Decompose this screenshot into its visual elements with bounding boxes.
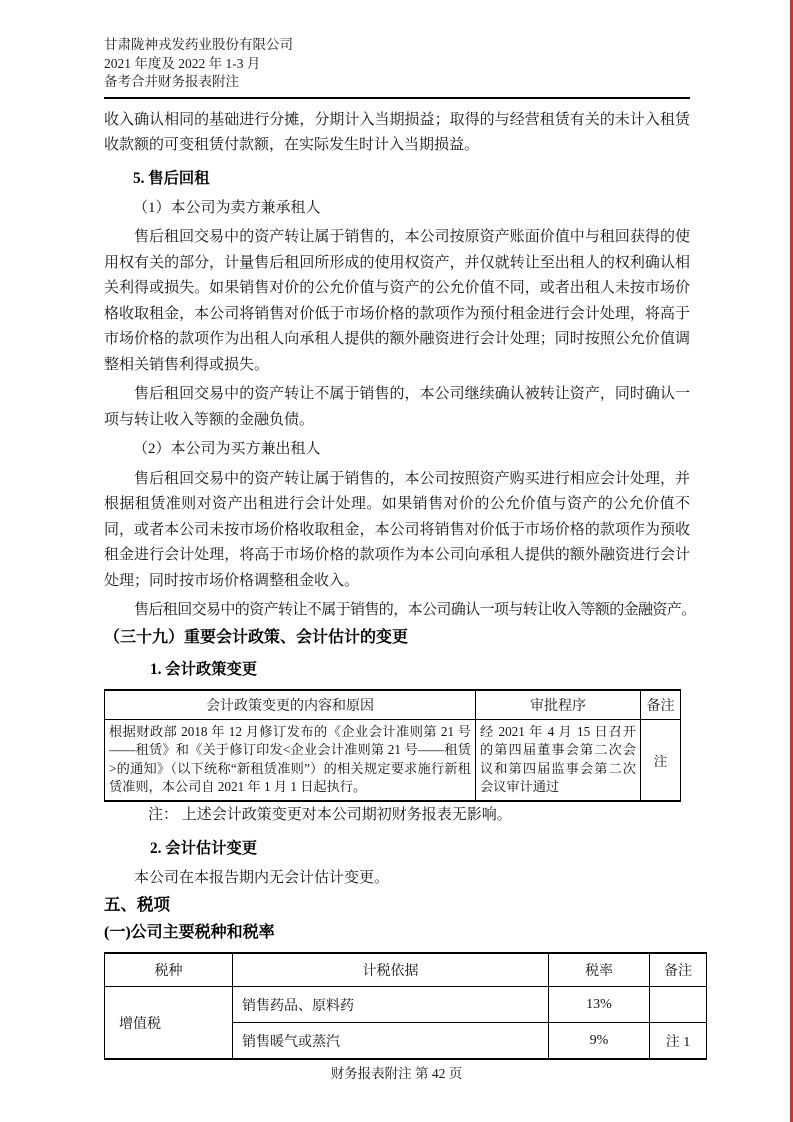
cell-tax-rate: 13% — [549, 987, 650, 1023]
cell-tax-basis: 销售药品、原料药 — [233, 987, 549, 1023]
subheading-seller-lessee: （1）本公司为卖方兼承租人 — [133, 199, 321, 216]
header-divider — [104, 97, 690, 99]
heading-policy-change: 1. 会计政策变更 — [150, 660, 258, 678]
table-row — [105, 987, 707, 1023]
table-header-row — [105, 690, 681, 720]
cell-tax-basis: 销售暖气或蒸汽 — [233, 1023, 549, 1060]
cell-tax-remark — [650, 987, 707, 1023]
cell-remark: 注 — [641, 719, 681, 801]
heading-estimate-change: 2. 会计估计变更 — [150, 839, 258, 857]
policy-change-table — [104, 689, 681, 802]
header-cell-tax-rate: 税率 — [549, 953, 650, 987]
header-cell-tax-remark: 备注 — [650, 953, 707, 987]
cell-tax-remark: 注 1 — [650, 1023, 707, 1060]
page-footer: 财务报表附注 第 42 页 — [330, 1066, 463, 1081]
heading-tax-section: 五、税项 — [104, 895, 170, 914]
heading-tax-types: (一)公司主要税种和税率 — [104, 924, 275, 941]
cell-tax-rate: 9% — [549, 1023, 650, 1060]
subheading-buyer-lessor: （2）本公司为买方兼出租人 — [133, 441, 321, 457]
page-content — [104, 36, 696, 1060]
header-cell-tax-type: 税种 — [105, 953, 233, 987]
cell-policy-content: 根据财政部 2018 年 12 月修订发布的《企业会计准则第 21 号——租赁》和《关于修订印发<企业会计准则第 21 号——租赁>的通知》（以下统称“新租赁准则”）的相关规定要求施行新租赁准则，本公司自 2021 年 1 月 1 日起执行。 — [105, 719, 476, 801]
cell-tax-type: 增值税 — [105, 987, 233, 1060]
paragraph-seller-lessee-2: 售后租回交易中的资产转让不属于销售的，本公司继续确认被转让资产，同时确认一项与转让收入等额的金融负债。 — [104, 386, 690, 428]
doc-header — [104, 36, 690, 99]
header-cell-content: 会计政策变更的内容和原因 — [105, 690, 476, 720]
header-cell-approval: 审批程序 — [476, 690, 641, 720]
paragraph-seller-lessee-1: 售后租回交易中的资产转让属于销售的，本公司按原资产账面价值中与租回获得的使用权有关的部分，计量售后租回所形成的使用权资产，并仅就转让至出租人的权利确认相关利得或损失。如果销售对价的公允价值与资产的公允价值不同，或者出租人未按市场价格收取租金，本公司将销售对价低于市场价格的款项作为预付租金进行会计处理，将高于市场价格的款项作为出租人向承租人提供的额外融资进行会计处理；同时按照公允价值调整相关销售利得或损失。 — [104, 229, 690, 373]
tax-rate-table — [104, 952, 707, 1060]
policy-change-note: 注： 上述会计政策变更对本公司期初财务报表无影响。 — [148, 806, 512, 823]
paragraph-buyer-lessor-2: 售后租回交易中的资产转让不属于销售的，本公司确认一项与转让收入等额的金融资产。 — [134, 602, 696, 618]
doc-title: 备考合并财务报表附注 — [104, 74, 239, 89]
paragraph-buyer-lessor-1: 售后租回交易中的资产转让属于销售的，本公司按照资产购买进行相应会计处理，并根据租赁准则对资产出租进行会计处理。如果销售对价的公允价值与资产的公允价值不同，或者本公司未按市场价格收取租金，本公司将销售对价低于市场价格的款项作为预收租金进行会计处理，将高于市场价格的款项作为本公司向承租人提供的额外融资进行会计处理；同时按市场价格调整租金收入。 — [104, 470, 690, 589]
company-name: 甘肃陇神戎发药业股份有限公司 — [104, 37, 293, 52]
cell-approval-procedure: 经 2021 年 4 月 15 日召开的第四届董事会第二次会议和第四届监事会第二次会议审计通过 — [476, 719, 641, 801]
report-period: 2021 年度及 2022 年 1-3 月 — [104, 55, 261, 71]
header-cell-remark: 备注 — [641, 690, 681, 720]
intro-paragraph: 收入确认相同的基础进行分摊，分期计入当期损益；取得的与经营租赁有关的未计入租赁收款额的可变租赁付款额，在实际发生时计入当期损益。 — [104, 111, 690, 153]
header-cell-tax-basis: 计税依据 — [233, 953, 549, 987]
heading-section-39: （三十九）重要会计政策、会计估计的变更 — [104, 628, 409, 646]
heading-sale-leaseback: 5. 售后回租 — [133, 169, 210, 187]
paragraph-estimate-change: 本公司在本报告期内无会计估计变更。 — [134, 869, 390, 886]
table-row — [105, 719, 681, 801]
table-header-row — [105, 953, 707, 987]
